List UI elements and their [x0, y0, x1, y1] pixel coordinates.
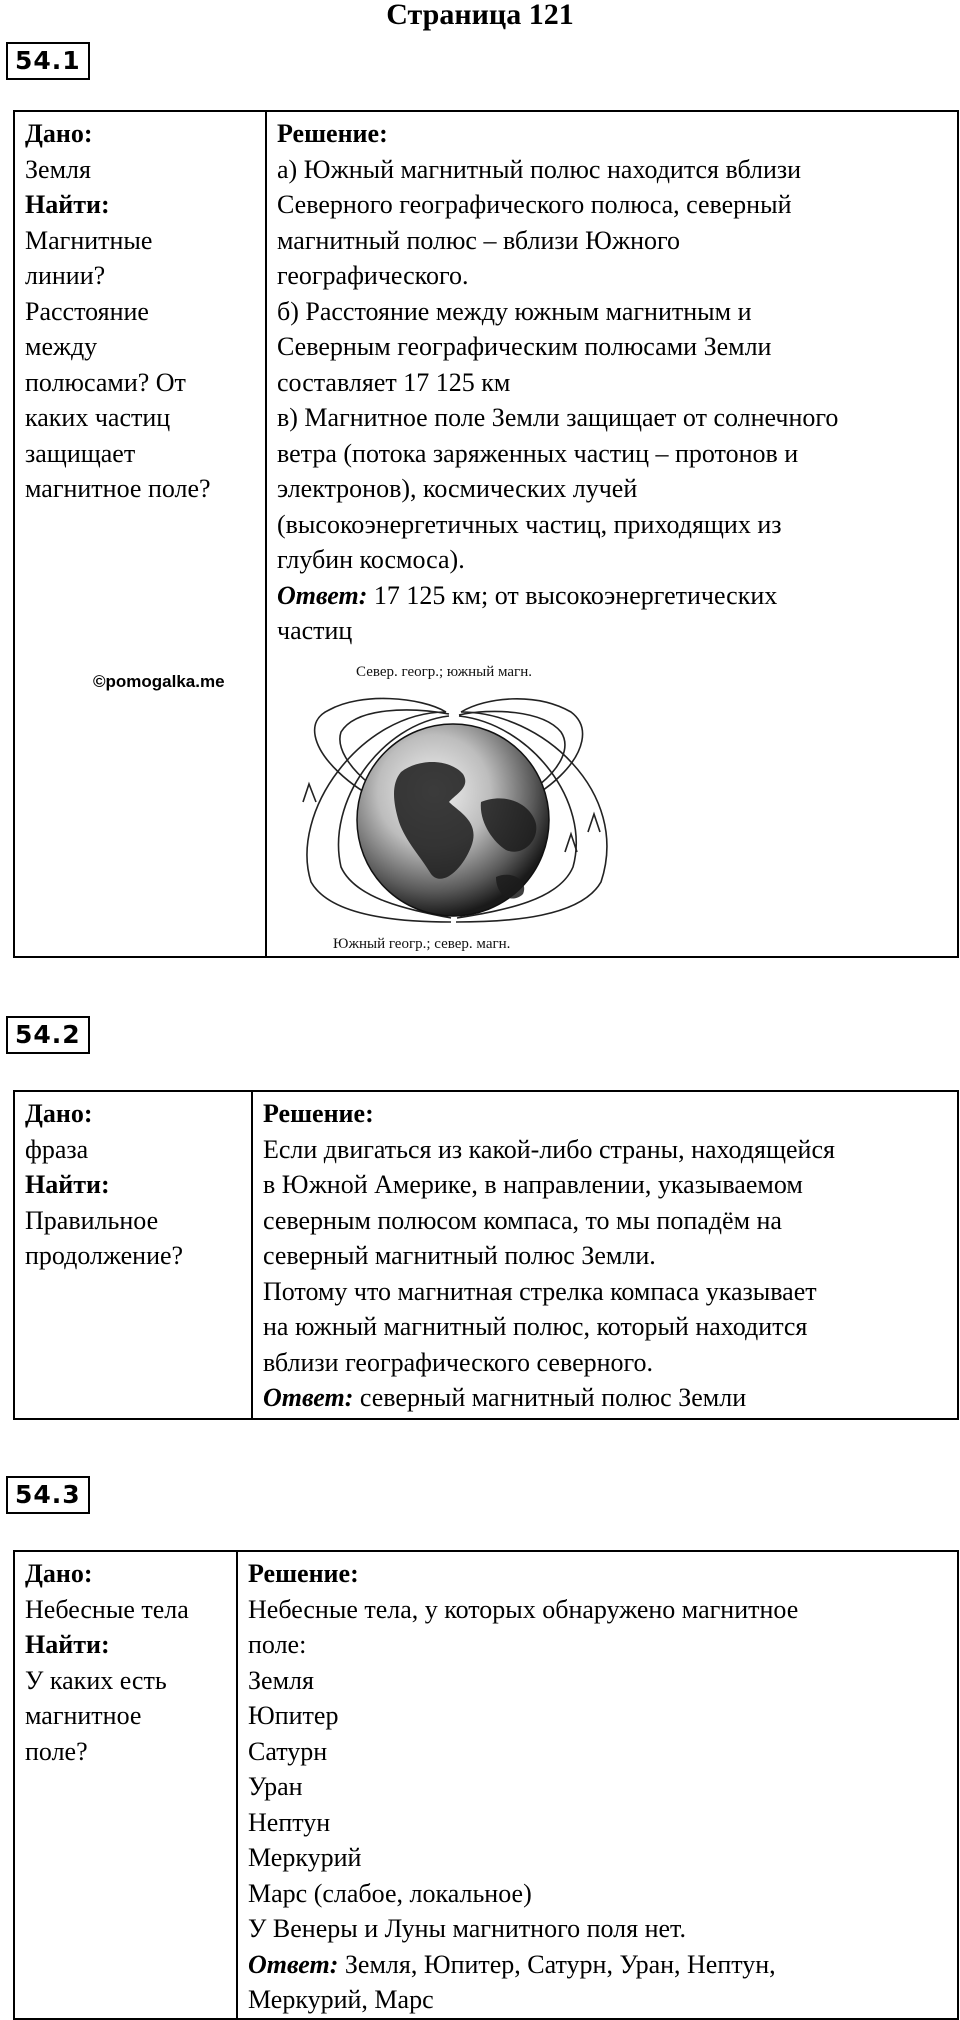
given-column [15, 1552, 236, 2018]
solution-line: (высокоэнергетичных частиц, приходящих из [277, 509, 782, 539]
given-label: Дано: [25, 1099, 93, 1128]
find-line: линии? [25, 261, 106, 290]
solution-line: ветра (потока заряженных частиц – протонов и [277, 438, 799, 468]
solution-line: в) Магнитное поле Земли защищает от солнечного [277, 403, 839, 432]
task-table-54-2 [13, 1090, 959, 1420]
answer-line: Меркурий, Марс [248, 1985, 434, 2014]
find-line: магнитное поле? [25, 474, 211, 503]
find-label: Найти: [25, 190, 110, 219]
solution-line: Земля [248, 1665, 314, 1695]
given-label: Дано: [25, 1559, 93, 1588]
find-line: защищает [25, 438, 136, 468]
solution-line: глубин космоса). [277, 545, 465, 574]
solution-line: Марс (слабое, локальное) [248, 1878, 532, 1908]
find-text [25, 1203, 243, 1274]
solution-line: северным полюсом компаса, то мы попадём на [263, 1205, 782, 1235]
figure-caption-top: Север. геогр.; южный магн. [356, 664, 532, 680]
solution-line: поле: [248, 1630, 307, 1659]
figure-caption-bottom: Южный геогр.; север. магн. [333, 936, 511, 952]
solution-line: Если двигаться из какой-либо страны, находящейся [263, 1134, 835, 1164]
solution-label: Решение: [277, 119, 388, 148]
given-column [15, 1092, 251, 1418]
solution-line: Потому что магнитная стрелка компаса указывает [263, 1276, 817, 1306]
solution-text [248, 1592, 949, 2018]
answer-label: Ответ: [248, 1949, 339, 1979]
solution-label: Решение: [263, 1099, 374, 1128]
task-table-54-1 [13, 110, 959, 958]
given-label: Дано: [25, 119, 93, 148]
solution-line: Уран [248, 1772, 303, 1801]
given-column [15, 112, 265, 956]
find-line: магнитное [25, 1701, 142, 1730]
find-line: полюсами? От [25, 367, 186, 397]
solution-line: северный магнитный полюс Земли. [263, 1241, 656, 1270]
solution-line: У Венеры и Луны магнитного поля нет. [248, 1914, 686, 1943]
solution-line: географического. [277, 261, 469, 290]
find-line: поле? [25, 1736, 88, 1766]
copyright-watermark: ©pomogalka.me [93, 672, 225, 691]
solution-column [236, 1552, 957, 2018]
given-value: Небесные тела [25, 1594, 189, 1624]
solution-line: Небесные тела, у которых обнаружено магнитное [248, 1594, 799, 1624]
task-number-54-1: 54.1 [6, 42, 90, 80]
solution-line: Меркурий [248, 1843, 362, 1872]
answer-line [277, 578, 949, 614]
solution-text [263, 1132, 949, 1416]
find-line: между [25, 332, 98, 361]
solution-column [251, 1092, 957, 1418]
solution-line: Юпитер [248, 1701, 339, 1730]
find-label: Найти: [25, 1170, 110, 1199]
solution-line: электронов), космических лучей [277, 474, 638, 503]
solution-line: составляет 17 125 км [277, 367, 511, 397]
solution-line: в Южной Америке, в направлении, указываемом [263, 1170, 803, 1199]
find-line: Правильное [25, 1205, 159, 1235]
find-line: У каких есть [25, 1665, 167, 1695]
answer-line: частиц [277, 616, 353, 645]
solution-line: Северного географического полюса, северный [277, 190, 792, 219]
find-line: каких частиц [25, 403, 171, 432]
answer-line [263, 1380, 949, 1416]
task-table-54-3 [13, 1550, 959, 2020]
find-text [25, 1663, 228, 1770]
solution-line: Северным географическим полюсами Земли [277, 332, 772, 361]
solution-line: магнитный полюс – вблизи Южного [277, 225, 680, 255]
solution-line: б) Расстояние между южным магнитным и [277, 296, 752, 326]
find-line: Расстояние [25, 296, 149, 326]
find-line: Магнитные [25, 225, 153, 255]
solution-text [277, 152, 949, 649]
answer-label: Ответ: [263, 1383, 354, 1412]
solution-line: на южный магнитный полюс, который находится [263, 1312, 808, 1341]
page-title: Страница 121 [386, 0, 574, 31]
answer-text: северный магнитный полюс Земли [353, 1383, 747, 1412]
answer-text: Земля, Юпитер, Сатурн, Уран, Нептун, [338, 1949, 776, 1979]
given-value: Земля [25, 154, 91, 184]
answer-line [248, 1947, 949, 1983]
given-value: фраза [25, 1134, 89, 1164]
find-line: продолжение? [25, 1241, 184, 1270]
solution-line: Нептун [248, 1807, 331, 1837]
solution-label: Решение: [248, 1559, 359, 1588]
earth-magnetic-field-figure [281, 652, 641, 957]
find-label: Найти: [25, 1630, 110, 1659]
solution-line: Сатурн [248, 1736, 328, 1766]
solution-line: вблизи географического северного. [263, 1347, 654, 1377]
find-text [25, 223, 257, 507]
solution-line: а) Южный магнитный полюс находится вблизи [277, 154, 802, 184]
answer-label: Ответ: [277, 580, 368, 610]
task-number-54-2: 54.2 [6, 1016, 90, 1054]
answer-text: 17 125 км; от высокоэнергетических [367, 580, 778, 610]
task-number-54-3: 54.3 [6, 1476, 90, 1514]
